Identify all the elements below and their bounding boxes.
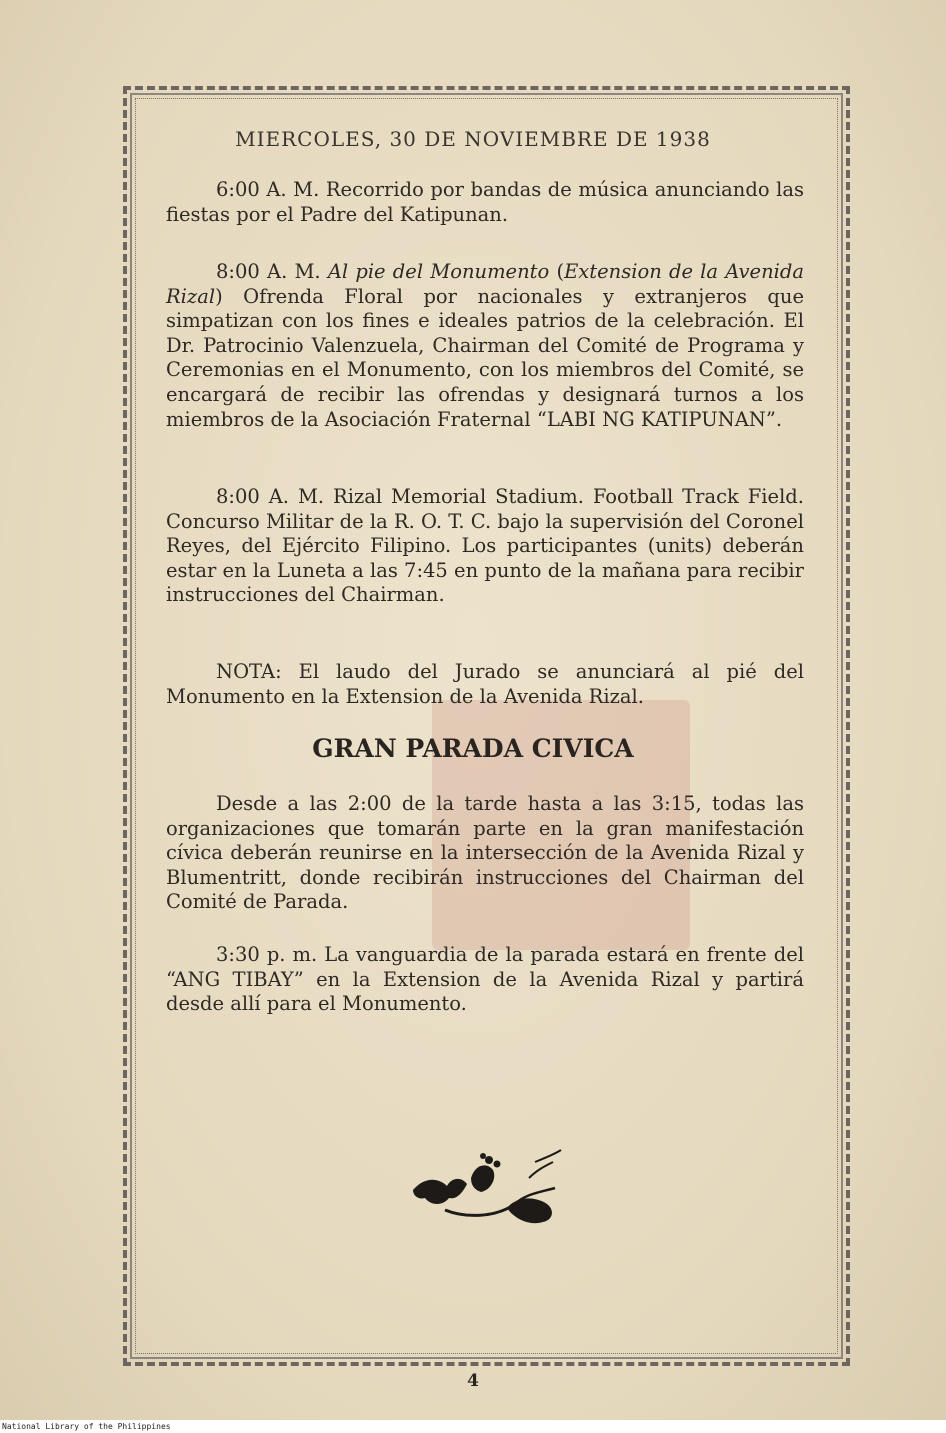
paragraph-rest: ) Ofrenda Floral por nacionales y extranjeros que simpatizan con los fines e ideales patrios de la celebración. El Dr. Patrocinio Valenzuela, Chairman del Comité de Programa y Ceremonias en el Monumento, con los miembros del Comité, se encargará de recibir las ofrendas y designará turnos a los miembros de la Asociación Fraternal “LABI NG KATIPUNAN”. [166, 284, 804, 431]
paragraph-8am-monumento [166, 260, 804, 432]
holly-sprig-icon [405, 1148, 565, 1228]
paragraph-parade-assembly: Desde a las 2:00 de la tarde hasta a las 3:15, todas las organizaciones que tomarán parte en la gran manifestación cívica deberán reunirse en la intersección de la Avenida Rizal y Blumentritt, donde recibirán instrucciones del Chairman del Comité de Parada. [166, 792, 804, 914]
paragraph-6am: 6:00 A. M. Recorrido por bandas de música anunciando las fiestas por el Padre del Katipunan. [166, 178, 804, 226]
paragraph-8am-stadium: 8:00 A. M. Rizal Memorial Stadium. Football Track Field. Concurso Militar de la R. O. T. C. bajo la supervisión del Coronel Reyes, del Ejército Filipino. Los participantes (units) deberán estar en la Luneta a las 7:45 en punto de la mañana para recibir instrucciones del Chairman. [166, 485, 804, 607]
time-lead: 8:00 A. M. [216, 260, 328, 283]
paragraph-vanguard: 3:30 p. m. La vanguardia de la parada estará en frente del “ANG TIBAY” en la Extension de la Avenida Rizal y partirá desde allí para el Monumento. [166, 943, 804, 1016]
library-footer: National Library of the Philippines [0, 1420, 946, 1433]
location-italic-2: Extension de la Avenida Rizal [166, 260, 804, 308]
page-number: 4 [467, 1371, 479, 1391]
section-title-parada: GRAN PARADA CIVICA [312, 734, 634, 763]
location-italic: Al pie del Monumento [327, 260, 550, 283]
paren-open: ( [549, 260, 565, 283]
date-heading: MIERCOLES, 30 DE NOVIEMBRE DE 1938 [235, 127, 711, 151]
paragraph-nota: NOTA: El laudo del Jurado se anunciará al pié del Monumento en la Extension de la Avenida Rizal. [166, 660, 804, 708]
